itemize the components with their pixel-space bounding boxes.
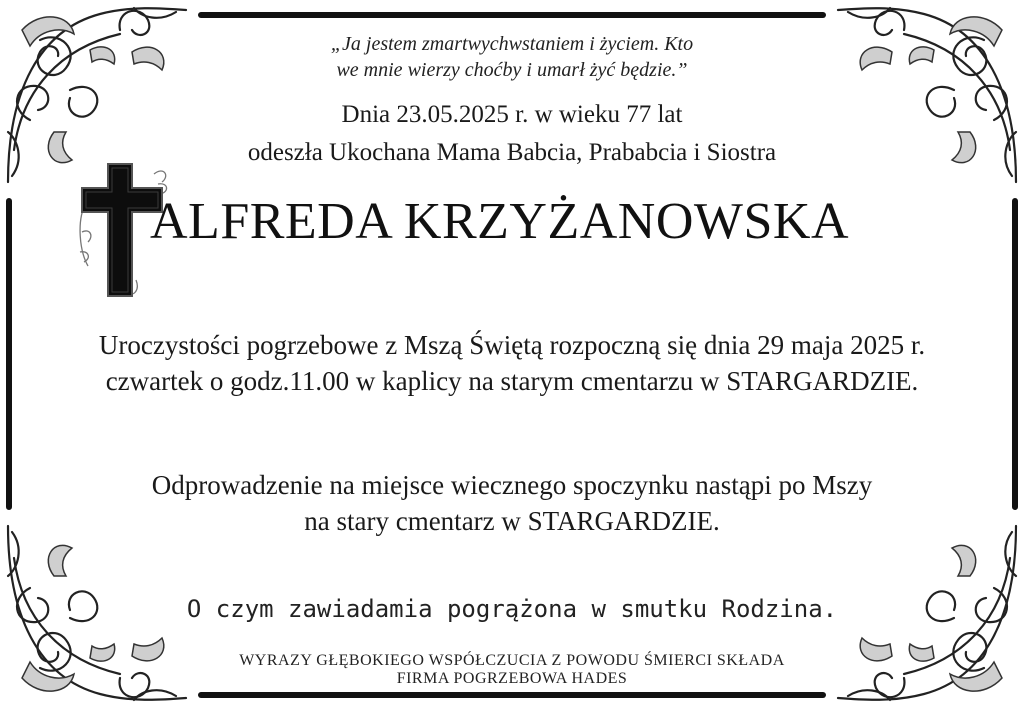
deceased-name: ALFREDA KRZYŻANOWSKA [150,193,849,250]
family-closing-line: O czym zawiadamia pogrążona w smutku Rodzina. [186,595,838,623]
deceased-name-row [0,162,1024,302]
bible-quote-line-1: „Ja jestem zmartwychwstaniem i życiem. Kto [330,33,694,55]
frame-top-line [198,12,826,18]
death-date-line: Dnia 23.05.2025 r. w wieku 77 lat [341,101,683,128]
procession-line-1: Odprowadzenie na miejsce wiecznego spoczynku nastąpi po Mszy [151,470,873,500]
condolences-line-1: WYRAZY GŁĘBOKIEGO WSPÓŁCZUCIA Z POWODU ŚMIERCI SKŁADA [239,652,785,669]
funeral-mass-line: Uroczystości pogrzebowe z Mszą Świętą rozpoczną się dnia 29 maja 2025 r. [98,330,926,360]
bible-quote-line-2: we mnie wierzy choćby i umarł żyć będzie.” [336,59,688,81]
procession-line-2: na stary cmentarz w STARGARDZIE. [304,506,720,536]
relation-line: odeszła Ukochana Mama Babcia, Prababcia i Siostra [247,139,777,166]
funeral-location-line: czwartek o godz.11.00 w kaplicy na starym cmentarzu w STARGARDZIE. [105,366,919,396]
funeral-home-name: FIRMA POGRZEBOWA HADES [396,670,628,687]
frame-bottom-line [198,692,826,698]
